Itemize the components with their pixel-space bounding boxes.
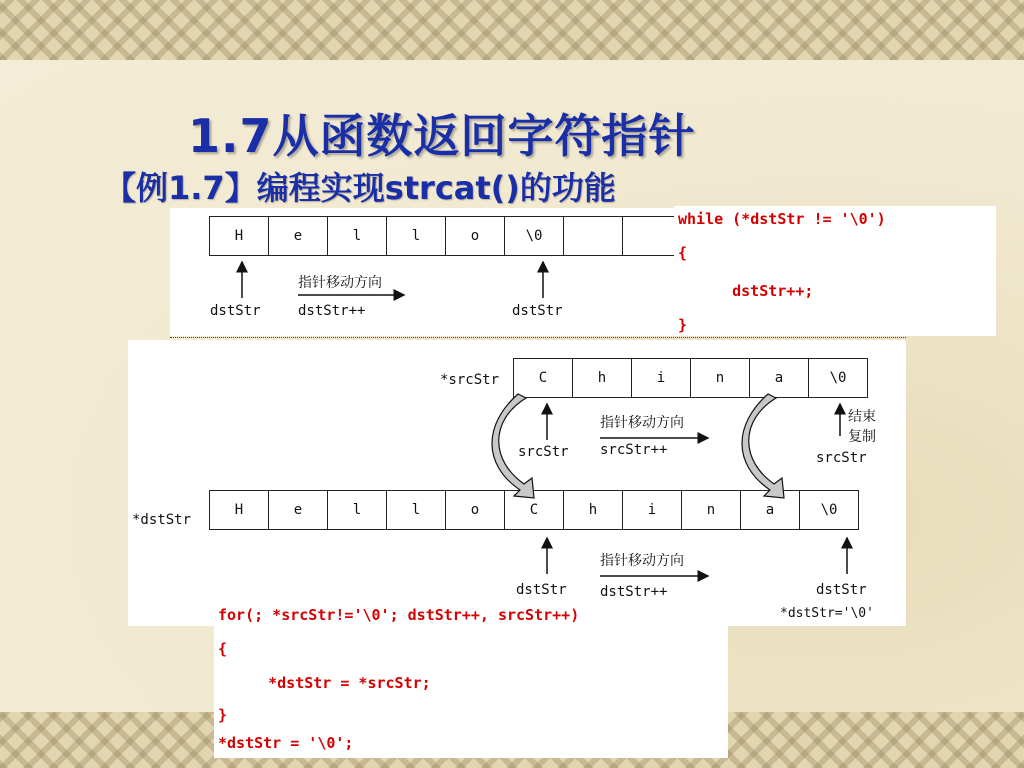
increment-label: srcStr++	[600, 442, 668, 458]
end-copy-label: 复制	[848, 429, 876, 445]
pointer-label: srcStr	[518, 444, 569, 460]
array-name-label: *dstStr	[132, 512, 192, 528]
slide-subtitle: 【例1.7】编程实现strcat()的功能	[104, 169, 616, 207]
for-code-panel	[214, 600, 728, 758]
separator-line	[170, 337, 906, 338]
array-cell: h	[563, 490, 623, 530]
array-cell: a	[740, 490, 800, 530]
code-line: }	[678, 316, 688, 334]
array-cell: C	[504, 490, 564, 530]
array-cell: l	[386, 216, 446, 256]
while-code-panel	[674, 206, 996, 336]
array-cell: o	[445, 216, 505, 256]
array-cell: h	[572, 358, 632, 398]
code-line: for(; *srcStr!='\0'; dstStr++, srcStr++)	[218, 606, 580, 624]
array-cell: e	[268, 216, 328, 256]
pointer-label: dstStr	[512, 303, 563, 319]
code-line: while (*dstStr != '\0')	[678, 210, 886, 228]
array-cell: i	[631, 358, 691, 398]
array-name-label: *srcStr	[440, 372, 500, 388]
array-cell: \0	[504, 216, 564, 256]
code-line: }	[218, 706, 228, 724]
array-cell: l	[327, 216, 387, 256]
array-cell: e	[268, 490, 328, 530]
direction-label: 指针移动方向	[298, 275, 382, 291]
top-decorative-border	[0, 0, 1024, 60]
slide-title: 1.7从函数返回字符指针	[188, 109, 696, 163]
concat-diagram-panel	[128, 340, 906, 626]
top-diagram-panel	[170, 208, 680, 336]
increment-label: dstStr++	[600, 584, 668, 600]
null-assign-label: *dstStr='\0'	[780, 606, 874, 621]
end-copy-label: 结束	[848, 409, 876, 425]
array-cell: o	[445, 490, 505, 530]
pointer-label: srcStr	[816, 450, 867, 466]
direction-label: 指针移动方向	[600, 553, 684, 569]
code-line: dstStr++;	[696, 282, 814, 300]
array-cell: l	[327, 490, 387, 530]
code-line: {	[218, 640, 228, 658]
pointer-label: dstStr	[210, 303, 261, 319]
increment-label: dstStr++	[298, 303, 366, 319]
array-cell: \0	[808, 358, 868, 398]
array-cell: \0	[799, 490, 859, 530]
code-line: *dstStr = *srcStr;	[232, 674, 431, 692]
pointer-label: dstStr	[516, 582, 567, 598]
code-line: {	[678, 244, 688, 262]
array-cell: i	[622, 490, 682, 530]
array-cell: C	[513, 358, 573, 398]
array-cell: H	[209, 216, 269, 256]
code-line: *dstStr = '\0';	[218, 734, 354, 752]
array-cell: H	[209, 490, 269, 530]
array-cell: a	[749, 358, 809, 398]
pointer-label: dstStr	[816, 582, 867, 598]
copy-arrow	[742, 394, 784, 498]
array-cell: n	[690, 358, 750, 398]
array-cell: l	[386, 490, 446, 530]
array-cell: n	[681, 490, 741, 530]
direction-label: 指针移动方向	[600, 415, 684, 431]
